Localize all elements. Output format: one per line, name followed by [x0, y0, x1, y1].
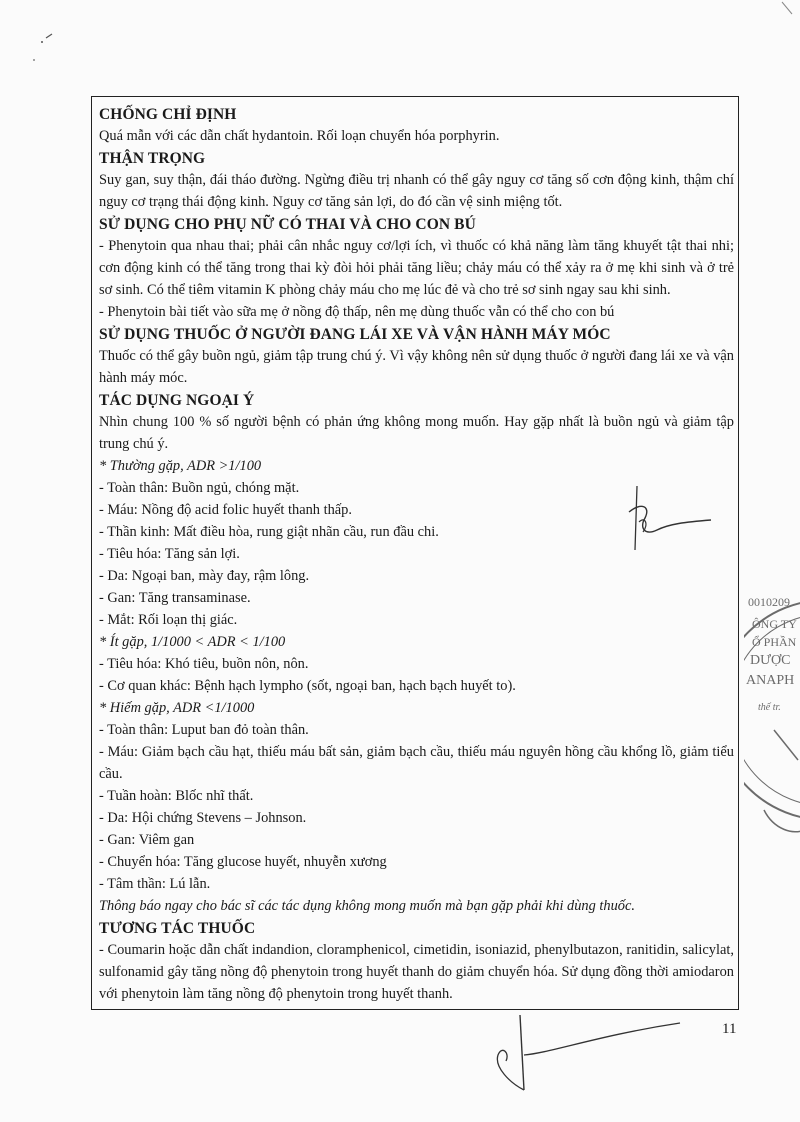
- section-pregnancy: [99, 214, 734, 323]
- frequency-uncommon-label: * Ít gặp, 1/1000 < ADR < 1/100: [99, 634, 286, 650]
- list-item: - Tiêu hóa: Khó tiêu, buồn nôn, nôn.: [99, 656, 309, 672]
- list-item: - Tuần hoàn: Blốc nhĩ thất.: [99, 788, 254, 804]
- corner-mark: [780, 0, 800, 20]
- list-item: - Cơ quan khác: Bệnh hạch lympho (sốt, ngoại ban, hạch bạch huyết to).: [99, 678, 516, 694]
- list-item: - Thần kinh: Mất điều hòa, rung giật nhãn cầu, run đầu chi.: [99, 524, 439, 540]
- section-paragraph: - Phenytoin qua nhau thai; phải cân nhắc nguy cơ/lợi ích, vì thuốc có khả năng làm tăng khuyết tật thai nhi; cơn động kinh có thể tăng trong thai kỳ đòi hỏi phải tăng liều; chảy máu có thể xảy ra ở mẹ khi sinh và ở trẻ sơ sinh. Có thể tiêm vitamin K phòng chảy máu cho mẹ lúc đẻ và cho trẻ sơ sinh ngay sau khi sinh.: [99, 238, 734, 298]
- section-heading: CHỐNG CHỈ ĐỊNH: [99, 106, 237, 123]
- adverse-intro: Nhìn chung 100 % số người bệnh có phản ứng không mong muốn. Hay gặp nhất là buồn ngủ và giảm tập trung chú ý.: [99, 414, 734, 452]
- section-paragraph: Suy gan, suy thận, đái tháo đường. Ngừng điều trị nhanh có thể gây nguy cơ tăng số cơn động kinh, thậm chí nguy cơ trạng thái động kinh. Nguy cơ tăng sản lợi, do đó cần vệ sinh miệng tốt.: [99, 172, 734, 210]
- list-item: - Tâm thần: Lú lẫn.: [99, 876, 211, 892]
- section-heading: TÁC DỤNG NGOẠI Ý: [99, 392, 255, 409]
- company-stamp: [744, 580, 800, 840]
- list-item: - Gan: Viêm gan: [99, 832, 195, 848]
- list-item: - Máu: Giảm bạch cầu hạt, thiếu máu bất sản, giảm bạch cầu, thiếu máu nguyên hồng cầu khổng lồ, giảm tiểu cầu.: [99, 744, 734, 782]
- frequency-common-label: * Thường gặp, ADR >1/100: [99, 458, 262, 474]
- section-paragraph: Thuốc có thể gây buồn ngủ, giảm tập trung chú ý. Vì vậy không nên sử dụng thuốc ở người đang lái xe và vận hành máy móc.: [99, 348, 734, 386]
- stamp-text: ÔNG TY: [752, 617, 797, 631]
- section-interactions: [99, 918, 734, 1005]
- stamp-text: thế tr.: [758, 702, 781, 713]
- list-item: - Gan: Tăng transaminase.: [99, 590, 251, 606]
- section-paragraph: Quá mẫn với các dẫn chất hydantoin. Rối loạn chuyển hóa porphyrin.: [99, 128, 500, 144]
- stamp-text: Ổ PHẦN: [752, 635, 797, 649]
- scan-marks: [28, 28, 58, 78]
- section-heading: SỬ DỤNG CHO PHỤ NỮ CÓ THAI VÀ CHO CON BÚ: [99, 216, 476, 233]
- section-contraindications: [99, 104, 734, 147]
- section-paragraph: - Phenytoin bài tiết vào sữa mẹ ở nồng độ thấp, nên mẹ dùng thuốc vẫn có thể cho con bú: [99, 304, 615, 320]
- signature-mark: [480, 995, 690, 1095]
- section-adverse-effects: [99, 390, 734, 917]
- list-item: - Mắt: Rối loạn thị giác.: [99, 612, 238, 628]
- section-heading: TƯƠNG TÁC THUỐC: [99, 920, 256, 937]
- list-item: - Tiêu hóa: Tăng sản lợi.: [99, 546, 240, 562]
- signature-mark: [615, 480, 715, 570]
- list-item: - Da: Hội chứng Stevens – Johnson.: [99, 810, 307, 826]
- doctor-notice: Thông báo ngay cho bác sĩ các tác dụng không mong muốn mà bạn gặp phải khi dùng thuốc.: [99, 898, 635, 914]
- section-precautions: [99, 148, 734, 213]
- page-number: 11: [722, 1021, 737, 1037]
- section-heading: SỬ DỤNG THUỐC Ở NGƯỜI ĐANG LÁI XE VÀ VẬN HÀNH MÁY MÓC: [99, 326, 611, 343]
- list-item: - Toàn thân: Luput ban đỏ toàn thân.: [99, 722, 309, 738]
- stamp-text: 0010209: [748, 595, 790, 609]
- list-item: - Máu: Nồng độ acid folic huyết thanh thấp.: [99, 502, 352, 518]
- list-item: - Chuyển hóa: Tăng glucose huyết, nhuyễn xương: [99, 854, 387, 870]
- stamp-text: DƯỢC: [750, 653, 791, 668]
- list-item: - Da: Ngoại ban, mày đay, rậm lông.: [99, 568, 310, 584]
- section-driving: [99, 324, 734, 389]
- list-item: - Toàn thân: Buồn ngủ, chóng mặt.: [99, 480, 300, 496]
- frequency-rare-label: * Hiếm gặp, ADR <1/1000: [99, 700, 255, 716]
- section-paragraph: - Coumarin hoặc dẫn chất indandion, cloramphenicol, cimetidin, isoniazid, phenylbutazon, ranitidin, salicylat, sulfonamid gây tăng nồng độ phenytoin trong huyết thanh do giảm chuyển hóa. Sử dụng đồng thời amiodaron với phenytoin làm tăng nồng độ phenytoin trong huyết thanh.: [99, 942, 734, 1002]
- section-heading: THẬN TRỌNG: [99, 150, 206, 167]
- stamp-text: ANAPH: [746, 673, 795, 688]
